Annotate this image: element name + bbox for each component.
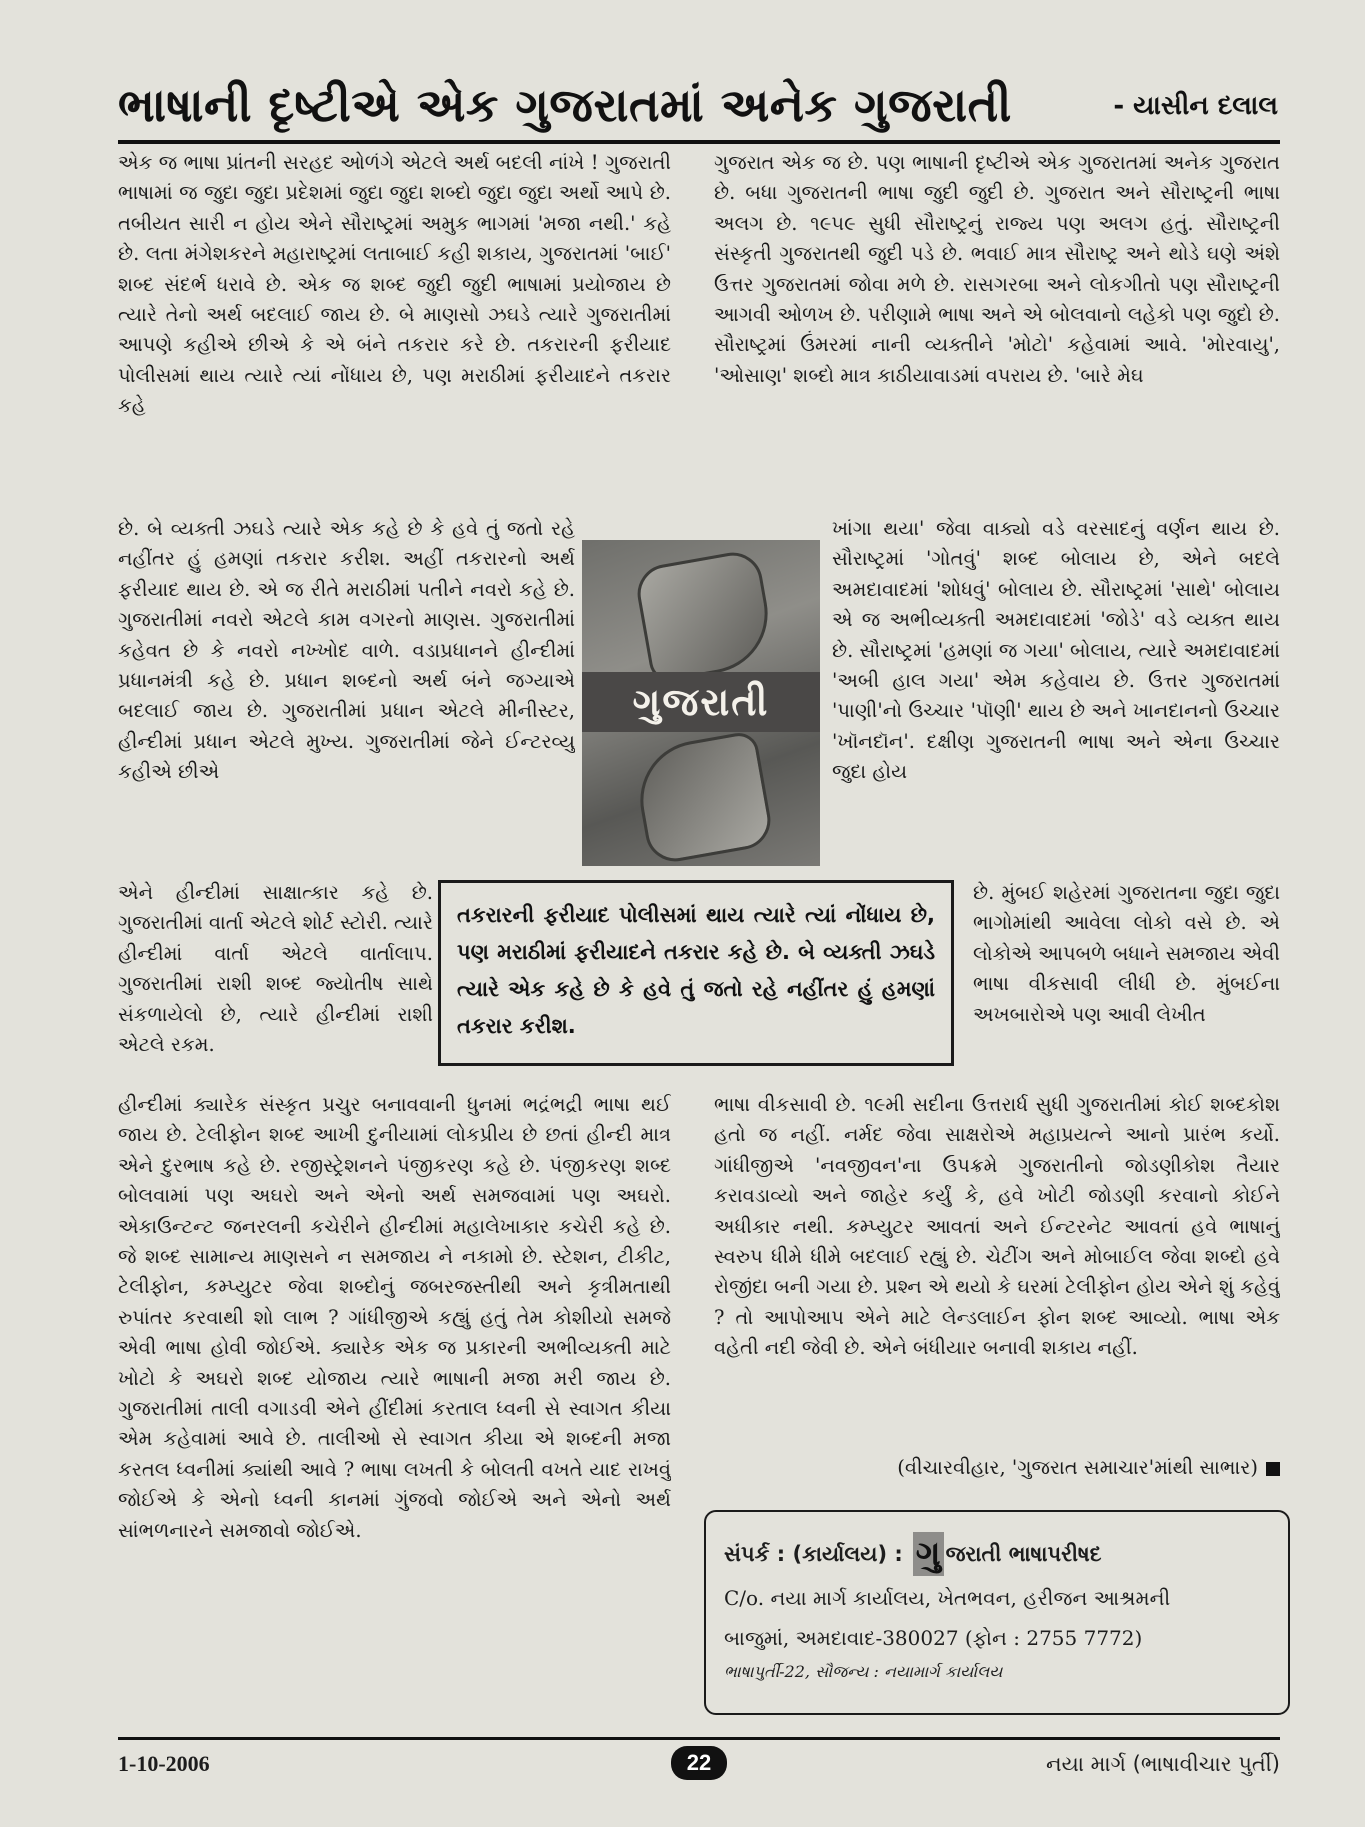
source-credit bbox=[714, 1456, 1280, 1479]
org-name: જરાતી ભાષાપરીષદ bbox=[945, 1541, 1102, 1566]
article-paragraph: છે. બે વ્યક્તી ઝઘડે ત્યારે એક કહે છે કે હવે તું જતો રહે નહીંતર હું હમણાં તકરાર કરીશ. અહીં તકરારનો અર્થ ફરીયાદ થાય છે. એ જ રીતે મરાઠીમાં પતીને નવરો કહે છે. ગુજરાતીમાં નવરો એટલે કામ વગરનો માણસ. ગુજરાતીમાં કહેવત છે કે નવરો નખ્ખોદ વાળે. વડાપ્રધાનને હીન્દીમાં પ્રધાનમંત્રી કહે છે. પ્રધાન શબ્દનો અર્થ બંને જગ્યાએ બદલાઈ જાય છે. ગુજરાતીમાં પ્રધાન એટલે મીનીસ્ટર, હીન્દીમાં પ્રધાન એટલે મુખ્ય. ગુજરાતીમાં જેને ઈન્ટરવ્યુ કહીએ છીએ bbox=[118, 517, 575, 784]
page-footer bbox=[118, 1744, 1280, 1784]
article-paragraph: એને હીન્દીમાં સાક્ષાત્કાર કહે છે. ગુજરાતીમાં વાર્તા એટલે શોર્ટ સ્ટોરી. ત્યારે હીન્દીમાં વાર્તા એટલે વાર્તાલાપ. ગુજરાતીમાં રાશી શબ્દ જ્યોતીષ સાથે સંકળાયેલો છે, ત્યારે હીન્દીમાં રાશી એટલે રકમ. bbox=[118, 881, 433, 1057]
article-paragraph: એક જ ભાષા પ્રાંતની સરહદ ઓળંગે એટલે અર્થ બદલી નાંખે ! ગુજરાતી ભાષામાં જ જુદા જુદા પ્રદેશમાં જુદા જુદા શબ્દો જુદા જુદા અર્થો આપે છે. તબીયત સારી ન હોય એને સૌરાષ્ટ્રમાં અમુક ભાગમાં 'મજા નથી.' કહે છે. લતા મંગેશકરને મહારાષ્ટ્રમાં લતાબાઈ કહી શકાય, ગુજરાતમાં 'બાઈ' શબ્દ સંદર્ભ ધરાવે છે. એક જ શબ્દ જુદી જુદી ભાષામાં પ્રયોજાય છે ત્યારે તેનો અર્થ બદલાઈ જાય છે. બે માણસો ઝઘડે ત્યારે ગુજરાતીમાં આપણે કહીએ છીએ કે એ બંને તકરાર કરે છે. તકરારની ફરીયાદ પોલીસમાં થાય ત્યારે ત્યાં નોંધાય છે, પણ મરાઠીમાં ફરીયાદને તકરાર કહે bbox=[118, 151, 671, 418]
address-line: C/o. નયા માર્ગ કાર્યાલય, ખેતભવન, હરીજન આશ્રમની bbox=[724, 1586, 1171, 1610]
publication-name: નયા માર્ગ (ભાષાવીચાર પુર્તી) bbox=[1046, 1751, 1280, 1776]
article-paragraph: ખાંગા થયા' જેવા વાક્યો વડે વરસાદનું વર્ણન થાય છે. સૌરાષ્ટ્રમાં 'ગોતવું' શબ્દ બોલાય છે, એને બદલે અમદાવાદમાં 'શોધવું' બોલાય છે. સૌરાષ્ટ્રમાં 'સાથે' બોલાય એ જ અભીવ્યક્તી અમદાવાદમાં 'જોડે' વડે વ્યક્ત થાય છે. સૌરાષ્ટ્રમાં 'હમણાં જ ગયા' બોલાય, ત્યારે અમદાવાદમાં 'અબી હાલ ગયા' એમ કહેવાય છે. ઉત્તર ગુજરાતમાં 'પાણી'નો ઉચ્ચાર 'પૉણી' થાય છે અને ખાનદાનનો ઉચ્ચાર 'ખૉનદૉન'. દક્ષીણ ગુજરાતની ભાષા અને એના ઉચ્ચાર જુદા હોય bbox=[832, 517, 1280, 784]
contact-box bbox=[704, 1510, 1290, 1715]
illustration-band bbox=[582, 672, 820, 732]
illustration-caption: ગુજરાતી bbox=[632, 679, 770, 724]
org-initial-logo: ગુ bbox=[913, 1532, 944, 1576]
credit-text: (વીચારવીહાર, 'ગુજરાત સમાચાર'માંથી સાભાર) bbox=[897, 1456, 1258, 1479]
hands-illustration bbox=[582, 540, 820, 866]
thumbs-up-icon bbox=[633, 548, 777, 684]
article-title: ભાષાની દૃષ્ટીએ એક ગુજરાતમાં અનેક ગુજરાતી bbox=[118, 78, 1012, 132]
article-paragraph: ગુજરાત એક જ છે. પણ ભાષાની દૃષ્ટીએ એક ગુજરાતમાં અનેક ગુજરાત છે. બધા ગુજરાતની ભાષા જુદી જુદી છે. ગુજરાત અને સૌરાષ્ટ્રની ભાષા અલગ છે. ૧૯૫૯ સુધી સૌરાષ્ટ્રનું રાજ્ય પણ અલગ હતું. સૌરાષ્ટ્રની સંસ્કૃતી ગુજરાતથી જુદી પડે છે. ભવાઈ માત્ર સૌરાષ્ટ્ર અને થોડે ઘણે અંશે ઉત્તર ગુજરાતમાં જોવા મળે છે. રાસગરબા અને લોકગીતો પણ સૌરાષ્ટ્રની આગવી ઓળખ છે. પરીણામે ભાષા અને એ બોલવાનો લહેકો પણ જુદો છે. સૌરાષ્ટ્રમાં ઉંમરમાં નાની વ્યક્તીને 'મોટો' કહેવામાં આવે. 'મોરવાયુ', 'ઓસાણ' શબ્દો માત્ર કાઠીયાવાડમાં વપરાય છે. 'બારે મેઘ bbox=[714, 151, 1280, 387]
pull-quote-box bbox=[438, 880, 954, 1066]
address-line: બાજુમાં, અમદાવાદ-380027 (ફોન : 2755 7772) bbox=[724, 1626, 1143, 1650]
article-paragraph: ભાષા વીકસાવી છે. ૧૯મી સદીના ઉત્તરાર્ધ સુધી ગુજરાતીમાં કોઈ શબ્દકોશ હતો જ નહીં. નર્મદ જેવા સાક્ષરોએ મહાપ્રયત્ને આનો પ્રારંભ કર્યો. ગાંધીજીએ 'નવજીવન'ના ઉપક્રમે ગુજરાતીનો જોડણીકોશ તૈયાર કરાવડાવ્યો અને જાહેર કર્યું કે, હવે ખોટી જોડણી કરવાનો કોઈને અધીકાર નથી. કમ્પ્યુટર આવતાં અને ઈન્ટરનેટ આવતાં હવે ભાષાનું સ્વરુપ ધીમે ધીમે બદલાઈ રહ્યું છે. ચેટીંગ અને મોબાઈલ જેવા શબ્દો હવે રોજીંદા બની ગયા છે. પ્રશ્ન એ થયો કે ઘરમાં ટેલીફોન હોય એને શું કહેવું ? તો આપોઆપ એને માટે લેન્ડલાઈન ફોન શબ્દ આવ્યો. ભાષા એક વહેતી નદી જેવી છે. એને બંધીયાર બનાવી શકાય નહીં. bbox=[714, 1093, 1280, 1360]
pull-quote-text: તકરારની ફરીયાદ પોલીસમાં થાય ત્યારે ત્યાં નોંધાય છે, પણ મરાઠીમાં ફરીયાદને તકરાર કહે છે. બે વ્યક્તી ઝઘડે ત્યારે એક કહે છે કે હવે તું જતો રહે નહીંતર હું હમણાં તકરાર કરીશ. bbox=[457, 903, 935, 1038]
page-number-badge: 22 bbox=[671, 1746, 727, 1780]
thumbs-down-icon bbox=[631, 730, 775, 866]
sponsor-line: ભાષાપુર્તી-22, સૌજન્ય : નયામાર્ગ કાર્યાલય bbox=[724, 1662, 1003, 1681]
issue-date: 1-10-2006 bbox=[118, 1751, 210, 1776]
author-byline: - યાસીન દલાલ bbox=[1113, 91, 1278, 121]
contact-label: સંપર્ક : (કાર્યાલય) : bbox=[724, 1541, 903, 1566]
article-paragraph: હીન્દીમાં ક્યારેક સંસ્કૃત પ્રચુર બનાવવાની ધુનમાં ભદ્રંભદ્રી ભાષા થઈ જાય છે. ટેલીફોન શબ્દ આખી દુનીયામાં લોકપ્રીય છે છતાં હીન્દી માત્ર એને દુરભાષ કહે છે. રજીસ્ટ્રેશનને પંજીકરણ કહે છે. પંજીકરણ શબ્દ બોલવામાં પણ અઘરો અને એનો અર્થ સમજવામાં પણ અઘરો. એકાઉન્ટન્ટ જનરલની કચેરીને હીન્દીમાં મહાલેખાકાર કચેરી કહે છે. જે શબ્દ સામાન્ય માણસને ન સમજાય ને નકામો છે. સ્ટેશન, ટીકીટ, ટેલીફોન, કમ્પ્યુટર જેવા શબ્દોનું જબરજસ્તીથી અને કૃત્રીમતાથી રુપાંતર કરવાથી શો લાભ ? ગાંધીજીએ કહ્યું હતું તેમ કોશીયો સમજે એવી ભાષા હોવી જોઈએ. ક્યારેક એક જ પ્રકારની અભીવ્યક્તી માટે ખોટો કે અઘરો શબ્દ યોજાય ત્યારે ભાષાની મજા મરી જાય છે. ગુજરાતીમાં તાલી વગાડવી એને હીંદીમાં કરતાલ ધ્વની સે સ્વાગત કીયા એમ કહેવામાં આવે છે. તાલીઓ સે સ્વાગત કીયા એ શબ્દની મજા કરતલ ધ્વનીમાં ક્યાંથી આવે ? ભાષા લખતી કે બોલતી વખતે યાદ રાખવું જોઈએ કે એનો ધ્વની કાનમાં ગુંજવો જોઈએ અને એનો અર્થ સાંભળનારને સમજાવો જોઈએ. bbox=[118, 1093, 671, 1542]
end-mark-icon bbox=[1266, 1462, 1280, 1476]
footer-rule bbox=[118, 1737, 1280, 1740]
headline-rule bbox=[118, 140, 1280, 144]
article-paragraph: છે. મુંબઈ શહેરમાં ગુજરાતના જુદા જુદા ભાગોમાંથી આવેલા લોકો વસે છે. એ લોકોએ આપબળે બધાને સમજાય એવી ભાષા વીકસાવી લીધી છે. મુંબઈના અખબારોએ પણ આવી લેખીત bbox=[973, 881, 1280, 1026]
headline bbox=[118, 62, 1278, 132]
contact-heading bbox=[724, 1532, 1270, 1576]
